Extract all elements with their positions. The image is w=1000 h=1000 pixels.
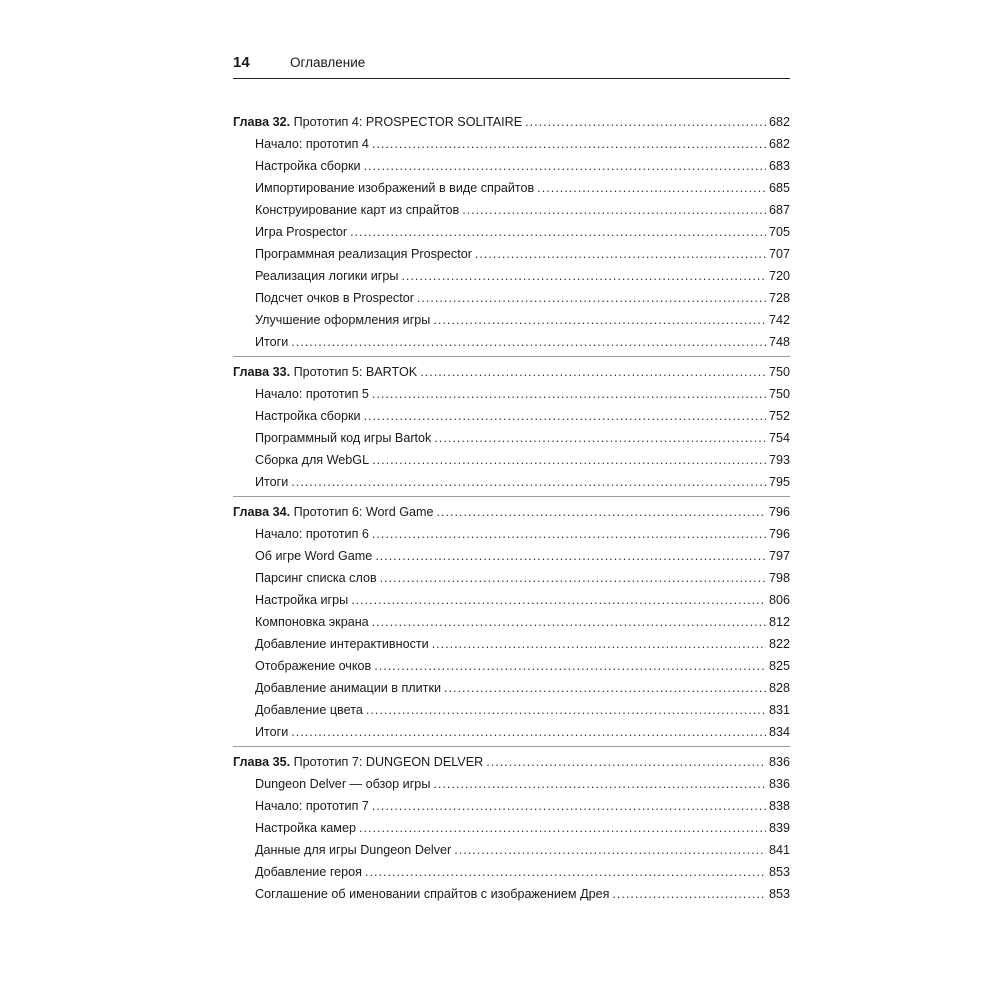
toc-section-entry[interactable]	[233, 699, 790, 721]
toc-chapter-block	[233, 501, 790, 747]
dot-leader	[420, 361, 766, 383]
section-page-number: 748	[768, 335, 790, 349]
section-page-number: 825	[768, 659, 790, 673]
section-page-number: 798	[768, 571, 790, 585]
toc-section-entry[interactable]	[233, 567, 790, 589]
dot-leader	[375, 545, 766, 567]
toc-chapter-entry[interactable]	[233, 751, 790, 773]
chapter-label: Глава 35.	[233, 755, 291, 769]
section-title: Добавление героя	[255, 865, 362, 879]
dot-leader	[437, 501, 766, 523]
section-title: Данные для игры Dungeon Delver	[255, 843, 452, 857]
dot-leader	[374, 655, 766, 677]
section-page-number: 754	[768, 431, 790, 445]
dot-leader	[444, 677, 766, 699]
toc-section-entry[interactable]	[233, 383, 790, 405]
toc-section-entry[interactable]	[233, 883, 790, 905]
section-page-number: 750	[768, 387, 790, 401]
dot-leader	[364, 405, 766, 427]
section-title: Соглашение об именовании спрайтов с изображением Дрея	[255, 887, 610, 901]
section-page-number: 720	[768, 269, 790, 283]
toc-chapter-block	[233, 361, 790, 497]
section-page-number: 853	[768, 887, 790, 901]
toc-section-entry[interactable]	[233, 243, 790, 265]
section-page-number: 795	[768, 475, 790, 489]
dot-leader	[372, 611, 766, 633]
toc-section-entry[interactable]	[233, 221, 790, 243]
section-title: Начало: прототип 4	[255, 137, 369, 151]
dot-leader	[475, 243, 766, 265]
dot-leader	[525, 111, 766, 133]
toc-section-entry[interactable]	[233, 309, 790, 331]
chapter-heading	[233, 361, 417, 383]
section-title: Итоги	[255, 725, 289, 739]
section-page-number: 705	[768, 225, 790, 239]
toc-section-entry[interactable]	[233, 861, 790, 883]
chapter-title: Прототип 6: Word Game	[293, 505, 434, 519]
section-title: Отображение очков	[255, 659, 372, 673]
toc-section-entry[interactable]	[233, 633, 790, 655]
chapter-heading	[233, 111, 522, 133]
chapter-title: Прототип 7: DUNGEON DELVER	[293, 755, 484, 769]
dot-leader	[291, 721, 766, 743]
toc-chapter-entry[interactable]	[233, 111, 790, 133]
toc-section-entry[interactable]	[233, 545, 790, 567]
section-page-number: 822	[768, 637, 790, 651]
toc-section-entry[interactable]	[233, 523, 790, 545]
section-page-number: 682	[768, 137, 790, 151]
dot-leader	[417, 287, 766, 309]
dot-leader	[359, 817, 766, 839]
dot-leader	[351, 589, 766, 611]
section-title: Подсчет очков в Prospector	[255, 291, 414, 305]
dot-leader	[433, 309, 766, 331]
section-title: Начало: прототип 6	[255, 527, 369, 541]
toc-section-entry[interactable]	[233, 449, 790, 471]
section-title: Программная реализация Prospector	[255, 247, 472, 261]
chapter-page-number: 836	[768, 755, 790, 769]
section-page-number: 683	[768, 159, 790, 173]
dot-leader	[537, 177, 766, 199]
running-title: Оглавление	[290, 55, 366, 70]
dot-leader	[372, 523, 766, 545]
toc-section-entry[interactable]	[233, 133, 790, 155]
section-page-number: 793	[768, 453, 790, 467]
toc-section-entry[interactable]	[233, 287, 790, 309]
dot-leader	[401, 265, 766, 287]
section-title: Улучшение оформления игры	[255, 313, 431, 327]
section-page-number: 728	[768, 291, 790, 305]
dot-leader	[350, 221, 766, 243]
section-page-number: 836	[768, 777, 790, 791]
chapter-title: Прототип 5: BARTOK	[293, 365, 418, 379]
chapter-label: Глава 32.	[233, 115, 291, 129]
toc-section-entry[interactable]	[233, 795, 790, 817]
dot-leader	[454, 839, 766, 861]
section-title: Настройка сборки	[255, 159, 361, 173]
section-page-number: 685	[768, 181, 790, 195]
chapter-heading	[233, 751, 483, 773]
section-title: Добавление интерактивности	[255, 637, 429, 651]
toc-section-entry[interactable]	[233, 265, 790, 287]
section-title: Сборка для WebGL	[255, 453, 370, 467]
chapter-heading	[233, 501, 434, 523]
section-title: Итоги	[255, 335, 289, 349]
section-page-number: 687	[768, 203, 790, 217]
toc-chapter-entry[interactable]	[233, 501, 790, 523]
chapter-page-number: 682	[768, 115, 790, 129]
section-title: Компоновка экрана	[255, 615, 369, 629]
toc-section-entry[interactable]	[233, 677, 790, 699]
section-page-number: 839	[768, 821, 790, 835]
chapter-title: Прототип 4: PROSPECTOR SOLITAIRE	[293, 115, 523, 129]
section-page-number: 797	[768, 549, 790, 563]
section-page-number: 834	[768, 725, 790, 739]
dot-leader	[365, 861, 766, 883]
section-page-number: 812	[768, 615, 790, 629]
dot-leader	[372, 795, 766, 817]
section-title: Настройка сборки	[255, 409, 361, 423]
chapter-label: Глава 34.	[233, 505, 291, 519]
dot-leader	[364, 155, 766, 177]
dot-leader	[372, 133, 766, 155]
section-page-number: 841	[768, 843, 790, 857]
chapter-label: Глава 33.	[233, 365, 291, 379]
dot-leader	[366, 699, 766, 721]
page-header	[233, 52, 790, 79]
section-title: Начало: прототип 7	[255, 799, 369, 813]
dot-leader	[291, 331, 766, 353]
toc-chapter-entry[interactable]	[233, 361, 790, 383]
dot-leader	[372, 449, 766, 471]
section-title: Парсинг списка слов	[255, 571, 377, 585]
section-title: Программный код игры Bartok	[255, 431, 432, 445]
section-title: Настройка камер	[255, 821, 356, 835]
dot-leader	[380, 567, 766, 589]
section-page-number: 838	[768, 799, 790, 813]
dot-leader	[433, 773, 766, 795]
dot-leader	[372, 383, 766, 405]
section-page-number: 742	[768, 313, 790, 327]
section-title: Об игре Word Game	[255, 549, 373, 563]
toc-chapter-block	[233, 111, 790, 357]
dot-leader	[432, 633, 766, 655]
page-number: 14	[233, 54, 250, 71]
chapter-page-number: 796	[768, 505, 790, 519]
toc-section-entry[interactable]	[233, 817, 790, 839]
section-title: Начало: прототип 5	[255, 387, 369, 401]
dot-leader	[291, 471, 766, 493]
toc-section-entry[interactable]	[233, 655, 790, 677]
section-page-number: 853	[768, 865, 790, 879]
section-title: Игра Prospector	[255, 225, 348, 239]
toc-section-entry[interactable]	[233, 839, 790, 861]
section-title: Конструирование карт из спрайтов	[255, 203, 460, 217]
toc-section-entry[interactable]	[233, 471, 790, 493]
section-page-number: 707	[768, 247, 790, 261]
toc-section-entry[interactable]	[233, 155, 790, 177]
section-page-number: 806	[768, 593, 790, 607]
section-title: Импортирование изображений в виде спрайтов	[255, 181, 535, 195]
section-title: Настройка игры	[255, 593, 349, 607]
section-page-number: 752	[768, 409, 790, 423]
dot-leader	[486, 751, 766, 773]
toc-section-entry[interactable]	[233, 177, 790, 199]
section-title: Добавление анимации в плитки	[255, 681, 441, 695]
toc-section-entry[interactable]	[233, 721, 790, 743]
dot-leader	[462, 199, 766, 221]
toc-section-entry[interactable]	[233, 405, 790, 427]
toc-section-entry[interactable]	[233, 589, 790, 611]
toc-chapter-block	[233, 751, 790, 908]
toc-section-entry[interactable]	[233, 773, 790, 795]
section-title: Итоги	[255, 475, 289, 489]
section-title: Dungeon Delver — обзор игры	[255, 777, 431, 791]
table-of-contents	[233, 111, 790, 912]
section-page-number: 831	[768, 703, 790, 717]
section-page-number: 828	[768, 681, 790, 695]
dot-leader	[612, 883, 766, 905]
toc-section-entry[interactable]	[233, 331, 790, 353]
toc-section-entry[interactable]	[233, 611, 790, 633]
dot-leader	[434, 427, 766, 449]
toc-section-entry[interactable]	[233, 199, 790, 221]
toc-section-entry[interactable]	[233, 427, 790, 449]
section-title: Добавление цвета	[255, 703, 363, 717]
chapter-page-number: 750	[768, 365, 790, 379]
section-page-number: 796	[768, 527, 790, 541]
section-title: Реализация логики игры	[255, 269, 399, 283]
